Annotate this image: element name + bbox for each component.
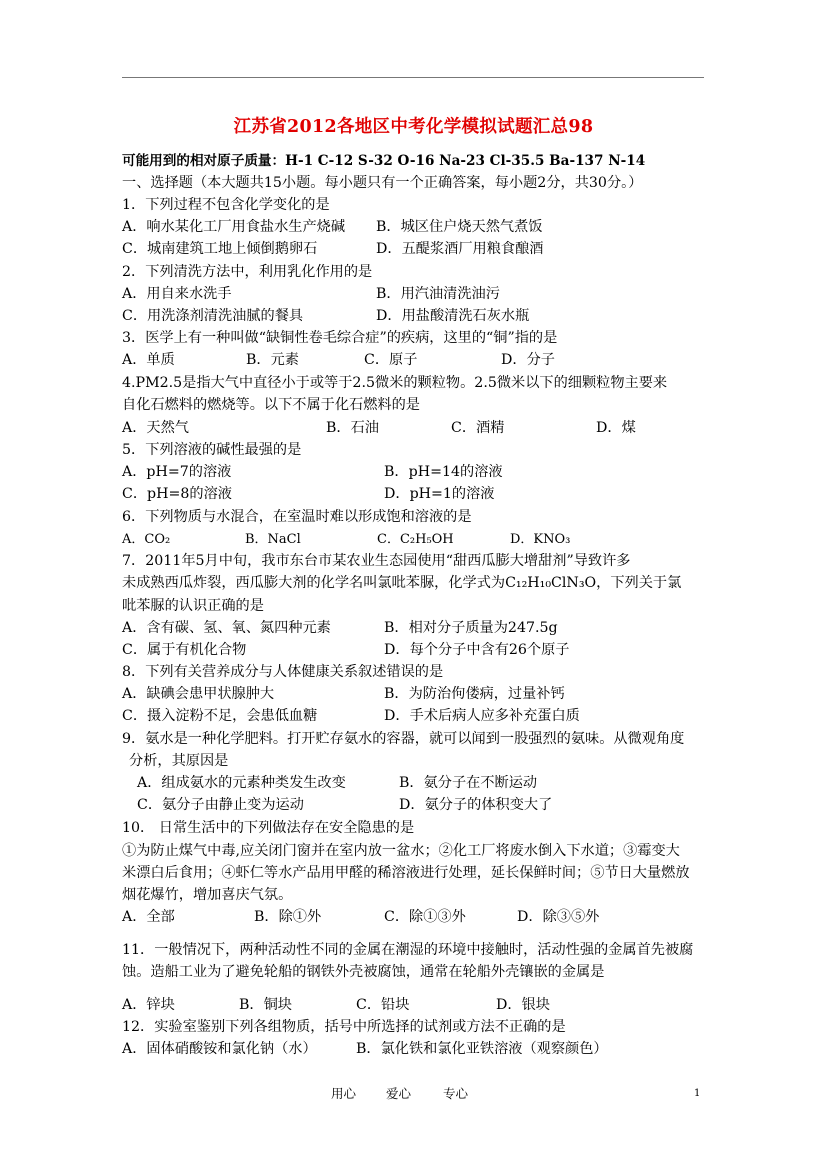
q6-option-d: D．KNO₃ — [510, 532, 571, 547]
q3-option-b: B．元素 — [246, 352, 299, 368]
section-heading: 一、选择题（本大题共15小题。每小题只有一个正确答案，每小题2分，共30分。） — [122, 175, 643, 191]
q4-option-c: C．酒精 — [451, 420, 505, 436]
q1-option-b: B．城区住户烧天然气煮饭 — [376, 219, 543, 235]
q8-stem: 8．下列有关营养成分与人体健康关系叙述错误的是 — [122, 664, 444, 680]
q10-text-line2: 米漂白后食用；④虾仁等水产品用甲醛的稀溶液进行处理，延长保鲜时间；⑤节日大量燃放 — [122, 865, 690, 881]
q11-option-c: C．铅块 — [356, 997, 410, 1013]
q7-option-a: A．含有碳、氢、氧、氮四种元素 — [122, 620, 331, 636]
q3-stem: 3．医学上有一种叫做“缺铜性卷毛综合症”的疾病，这里的“铜”指的是 — [122, 330, 558, 346]
q7-option-d: D．每个分子中含有26个原子 — [384, 642, 570, 658]
q4-option-d: D．煤 — [596, 420, 636, 436]
q4-option-b: B．石油 — [326, 420, 379, 436]
q2-option-b: B．用汽油清洗油污 — [376, 286, 500, 302]
q1-stem: 1．下列过程不包含化学变化的是 — [122, 197, 330, 213]
q11-stem-line2: 蚀。造船工业为了避免轮船的钢铁外壳被腐蚀，通常在轮船外壳镶嵌的金属是 — [122, 964, 605, 980]
q9-option-a: A．组成氨水的元素种类发生改变 — [137, 775, 346, 791]
q8-option-c: C．摄入淀粉不足，会患低血糖 — [122, 708, 318, 724]
q9-option-b: B．氨分子在不断运动 — [399, 775, 538, 791]
q5-stem: 5．下列溶液的碱性最强的是 — [122, 442, 302, 458]
q12-option-a: A．固体硝酸铵和氯化钠（水） — [122, 1041, 317, 1057]
q7-stem-line1: 7．2011年5月中旬，我市东台市某农业生态园使用“甜西瓜膨大增甜剂”导致许多 — [122, 553, 631, 569]
q9-stem-line1: 9．氨水是一种化学肥料。打开贮存氨水的容器，就可以闻到一股强烈的氨味。从微观角度 — [122, 731, 685, 747]
q8-option-b: B．为防治佝偻病，过量补钙 — [384, 686, 565, 702]
q10-option-c: C．除①③外 — [384, 909, 466, 925]
q10-option-d: D．除③⑤外 — [517, 909, 600, 925]
q9-option-c: C．氨分子由静止变为运动 — [137, 797, 304, 813]
q2-option-a: A．用自来水洗手 — [122, 286, 232, 302]
q10-text-line3: 烟花爆竹，增加喜庆气氛。 — [122, 887, 293, 903]
q8-option-d: D．手术后病人应多补充蛋白质 — [384, 708, 580, 724]
q12-stem: 12．实验室鉴别下列各组物质，括号中所选择的试剂或方法不正确的是 — [122, 1019, 566, 1035]
q3-option-a: A．单质 — [122, 352, 175, 368]
page-title: 江苏省2012各地区中考化学模拟试题汇总98 — [233, 117, 594, 137]
q5-option-d: D．pH=1的溶液 — [384, 486, 495, 502]
q6-option-c: C．C₂H₅OH — [377, 532, 454, 547]
q11-stem-line1: 11．一般情况下，两种活动性不同的金属在潮湿的环境中接触时，活动性强的金属首先被腐 — [122, 942, 694, 958]
q6-stem: 6．下列物质与水混合，在室温时难以形成饱和溶液的是 — [122, 509, 472, 525]
q3-option-c: C．原子 — [364, 352, 418, 368]
q9-option-d: D．氨分子的体积变大了 — [399, 797, 553, 813]
q8-option-a: A．缺碘会患甲状腺肿大 — [122, 686, 275, 702]
q6-option-b: B．NaCl — [245, 532, 301, 547]
q1-option-d: D．五醍浆酒厂用粮食酿酒 — [376, 241, 544, 257]
q12-option-b: B．氯化铁和氯化亚铁溶液（观察颜色） — [356, 1041, 608, 1057]
q10-option-b: B．除①外 — [254, 909, 322, 925]
q7-stem-line2: 未成熟西瓜炸裂，西瓜膨大剂的化学名叫氯吡苯脲，化学式为C₁₂H₁₀ClN₃O，下列关于氯 — [122, 575, 682, 591]
q6-option-a: A．CO₂ — [122, 532, 171, 547]
q4-stem-line1: 4.PM2.5是指大气中直径小于或等于2.5微米的颗粒物。2.5微米以下的细颗粒物主要来 — [122, 375, 668, 391]
q11-option-d: D．银块 — [496, 997, 550, 1013]
q11-option-a: A．锌块 — [122, 997, 175, 1013]
q1-option-a: A．响水某化工厂用食盐水生产烧碱 — [122, 219, 346, 235]
q9-stem-line2: 分析，其原因是 — [129, 753, 229, 769]
page-number: 1 — [694, 1088, 701, 1099]
footer-text-1: 用心 — [331, 1086, 357, 1101]
q4-stem-line2: 自化石燃料的燃烧等。以下不属于化石燃料的是 — [122, 397, 420, 413]
q2-stem: 2．下列清洗方法中，利用乳化作用的是 — [122, 264, 373, 280]
q10-text-line1: ①为防止煤气中毒,应关闭门窗并在室内放一盆水；②化工厂将废水倒入下水道；③霉变大 — [122, 843, 680, 859]
footer-text-2: 爱心 — [386, 1086, 412, 1101]
q2-option-c: C．用洗涤剂清洗油腻的餐具 — [122, 308, 304, 324]
q5-option-a: A．pH=7的溶液 — [122, 464, 232, 480]
q4-option-a: A．天然气 — [122, 420, 189, 436]
q7-option-c: C．属于有机化合物 — [122, 642, 247, 658]
q5-option-b: B．pH=14的溶液 — [384, 464, 503, 480]
q10-option-a: A．全部 — [122, 909, 175, 925]
footer-text-3: 专心 — [443, 1086, 469, 1101]
q7-stem-line3: 吡苯脲的认识正确的是 — [122, 598, 264, 614]
q11-option-b: B．铜块 — [239, 997, 292, 1013]
q1-option-c: C．城南建筑工地上倾倒鹅卵石 — [122, 241, 318, 257]
q5-option-c: C．pH=8的溶液 — [122, 486, 232, 502]
header-rule — [122, 77, 704, 78]
q10-stem: 10． 日常生活中的下列做法存在安全隐患的是 — [122, 820, 415, 836]
atomic-mass-line: 可能用到的相对原子质量：H-1 C-12 S-32 O-16 Na-23 Cl-35.5 Ba-137 N-14 — [122, 153, 646, 169]
q2-option-d: D．用盐酸清洗石灰水瓶 — [376, 308, 530, 324]
q7-option-b: B．相对分子质量为247.5g — [384, 620, 558, 636]
q3-option-d: D．分子 — [501, 352, 555, 368]
